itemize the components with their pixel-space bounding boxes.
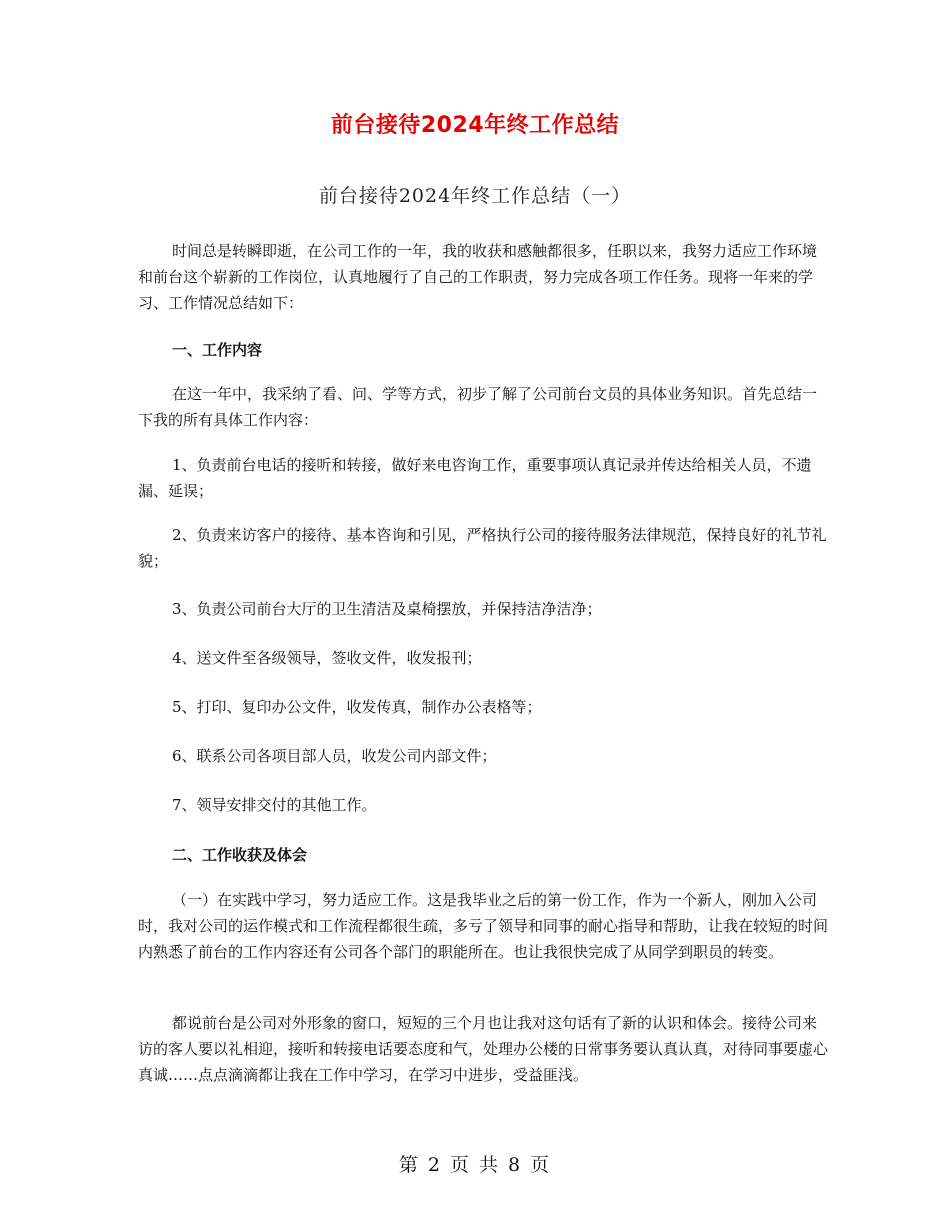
list-item: 4、送文件至各级领导，签收文件，收发报刊；	[172, 649, 482, 667]
section2-paragraph-1: （一）在实践中学习，努力适应工作。这是我毕业之后的第一份工作，作为一个新人，刚加入公司时，我对公司的运作模式和工作流程都很生疏，多亏了领导和同事的耐心指导和帮助，让我在较短的时间内熟悉了前台的工作内容还有公司各个部门的职能所在。也让我很快完成了从同学到职员的转变。	[138, 891, 829, 961]
section1-heading: 一、工作内容	[172, 341, 263, 359]
document-subtitle: 前台接待2024年终工作总结（一）	[318, 185, 632, 207]
section2-paragraph-2: 都说前台是公司对外形象的窗口，短短的三个月也让我对这句话有了新的认识和体会。接待公司来访的客人要以礼相迎，接听和转接电话要态度和气，处理办公楼的日常事务要认真认真，对待同事要虚心真诚……点点滴滴都让我在工作中学习，在学习中进步，受益匪浅。	[138, 1014, 829, 1084]
document-title: 前台接待2024年终工作总结	[330, 113, 620, 138]
section1-intro-paragraph: 在这一年中，我采纳了看、问、学等方式，初步了解了公司前台文员的具体业务知识。首先总结一下我的所有具体工作内容：	[138, 385, 818, 429]
list-item: 2、负责来访客户的接待、基本咨询和引见，严格执行公司的接待服务法律规范，保持良好的礼节礼貌；	[138, 526, 827, 570]
intro-paragraph: 时间总是转瞬即逝，在公司工作的一年，我的收获和感触都很多，任职以来，我努力适应工作环境和前台这个崭新的工作岗位，认真地履行了自己的工作职责，努力完成各项工作任务。现将一年来的学习、工作情况总结如下：	[138, 242, 818, 312]
list-item: 7、领导安排交付的其他工作。	[172, 796, 377, 814]
list-item: 5、打印、复印办公文件，收发传真，制作办公表格等；	[172, 698, 542, 716]
list-item: 3、负责公司前台大厅的卫生清洁及桌椅摆放，并保持洁净洁净；	[172, 600, 602, 618]
list-item: 6、联系公司各项目部人员，收发公司内部文件；	[172, 747, 497, 765]
list-item: 1、负责前台电话的接听和转接，做好来电咨询工作，重要事项认真记录并传达给相关人员，不遗漏、延误；	[138, 456, 812, 500]
section2-heading: 二、工作收获及体会	[172, 846, 308, 864]
page-number-footer: 第 2 页 共 8 页	[398, 1154, 552, 1176]
